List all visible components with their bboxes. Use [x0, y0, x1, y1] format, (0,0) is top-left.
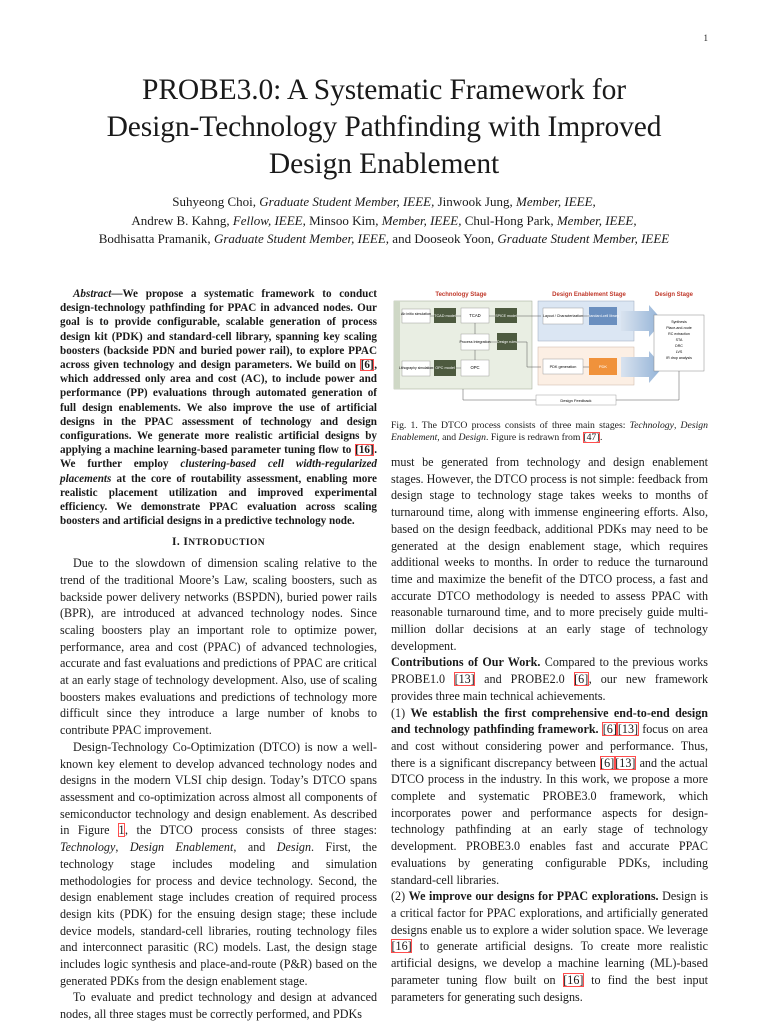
- abstract-text: . We further employ: [60, 444, 377, 471]
- caption-emphasis: Technology: [629, 420, 674, 431]
- figure-caption: [391, 420, 708, 444]
- label-tcad: TCAD: [469, 313, 481, 318]
- caption-text: , and: [437, 432, 459, 443]
- caption-emphasis: Design: [458, 432, 486, 443]
- intro-paragraph-3: To evaluate and predict technology and design at advanced nodes, all three stages must be correctly performed, and PDKs: [60, 990, 377, 1022]
- label-tcad-model: TCAD model: [434, 314, 456, 318]
- stage-label-enablement: Design Enablement Stage: [552, 292, 626, 298]
- author-line-1: [40, 193, 728, 212]
- citation-link[interactable]: [6]: [600, 755, 615, 770]
- author-name: Suhyeong Choi,: [172, 194, 260, 209]
- paragraph-text: Compared to the previous works PROBE1.0: [391, 655, 708, 687]
- caption-emphasis: Design Enablement: [391, 420, 708, 443]
- stage-name: Technology: [60, 840, 116, 855]
- author-affiliation: Fellow, IEEE,: [232, 212, 306, 228]
- paragraph-text: and the actual DTCO process in the industry. In this work, we propose a more complete and systematic PROBE3.0 framework, which incorporates power and performance aspects for design-technology pathfinding at an early stage of technology development. PROBE3.0 enables fast and accurate PPAC evaluations by generating configurable PDKs, including standard-cell libraries.: [391, 755, 708, 887]
- section-title-rest: NTRODUCTION: [188, 538, 266, 549]
- citation-link[interactable]: [13]: [617, 722, 639, 737]
- title-block: [40, 72, 728, 249]
- caption-text: .: [600, 432, 603, 443]
- author-line-3: [40, 230, 728, 249]
- paper-title: [40, 72, 728, 183]
- author-affiliation: Graduate Student Member, IEEE,: [213, 231, 390, 246]
- author-name: and Dooseok Yoon,: [389, 231, 498, 246]
- title-line-3: Design Enablement: [268, 148, 500, 180]
- abstract: [60, 287, 377, 528]
- citation-link[interactable]: [16]: [563, 972, 584, 987]
- abstract-text: , which addressed only area and cost (AC), to include power and performance (PP) evaluations through automated generation of full design enablements. We also improve the use of artificial designs in the PPAC assessment of technology and design configurations. We generate more realistic artificial designs by applying a machine learning-based parameter tuning flow to: [60, 359, 377, 457]
- author-name: Jinwook Jung,: [434, 194, 516, 209]
- label-spice-model: SPICE model: [495, 314, 517, 318]
- author-line-2: [40, 212, 728, 231]
- author-affiliation: Member, IEEE,: [516, 194, 596, 209]
- paragraph-text: , our new framework provides three main technical achievements.: [391, 672, 708, 703]
- technology-panel-edge: [394, 301, 400, 389]
- contribution-item-1: [391, 705, 708, 889]
- label-layout: Layout / Characterization: [543, 314, 583, 318]
- design-item: STA: [675, 338, 683, 342]
- author-list: [40, 193, 728, 249]
- label-std-cell: Standard-cell library: [587, 314, 619, 318]
- design-item: DRC: [675, 344, 683, 348]
- label-design-rules: Design rules: [497, 340, 517, 344]
- item-number: (1): [391, 705, 411, 720]
- right-column: [391, 287, 708, 1005]
- paragraph-text: , the DTCO process consists of three stages:: [125, 823, 377, 838]
- dtco-diagram: [391, 287, 708, 409]
- figure-reference-link[interactable]: 1: [118, 823, 125, 838]
- item-number: (2): [391, 889, 409, 904]
- caption-text: Fig. 1. The DTCO process consists of three main stages:: [391, 420, 630, 431]
- author-affiliation: Member, IEEE,: [381, 212, 462, 228]
- author-affiliation: Graduate Student Member, IEEE: [497, 231, 670, 246]
- intro-paragraph-1: Due to the slowdown of dimension scaling relative to the trend of the traditional Moore’s Law, scaling boosters, such as backside power delivery networks (BSPDN), buried power rails (BPR), are introduced at advanced technology nodes. Since scaling boosters play an important role to optimize power, performance, area and cost (PPAC) of advanced technologies, accurate and fast evaluations and predictions of PPAC are critical at an early stage of technology development. Also, use of scaling boosters makes evaluations and predictions of technology more difficult since they introduce a large number of knobs to contribute PPAC improvement.: [60, 556, 377, 738]
- design-item: IR drop analysis: [666, 356, 692, 360]
- label-opc-model: OPC model: [435, 366, 455, 370]
- design-item: Place-and-route: [666, 326, 692, 330]
- citation-link[interactable]: [6]: [574, 672, 589, 687]
- author-affiliation: Graduate Student Member, IEEE,: [259, 194, 435, 209]
- label-litho: Lithography simulation: [399, 366, 433, 370]
- author-affiliation: Member, IEEE,: [556, 212, 637, 228]
- paragraph-text: and PROBE2.0: [475, 672, 574, 687]
- contributions-paragraph: [391, 654, 708, 704]
- paragraph-text: Design-Technology Co-Optimization (DTCO) is now a well-known key element to develop advanced technology nodes and designs in the modern VLSI chip design. Today’s DTCO spans assessment and co-optimization across almost all components of semiconductor technology and design enablement. As described in Figure: [60, 739, 377, 838]
- author-name: Andrew B. Kahng,: [131, 212, 233, 228]
- right-paragraph-1: must be generated from technology and design enablement stages. However, the DTCO process is not simple: feedback from design stage to technology stage takes weeks to months of turnaround time, along with immense engineering efforts. Also, based on the design feedback, additional PDKs may need to be generated at the design enablement stage, which requires additional weeks to months. In order to reduce the turnaround time and maximize the benefit of the DTCO process, a fast and accurate DTCO methodology is needed to assess PPAC with reasonable turnaround time, and to more precisely guide multi-million dollar decisions at an early stage of technology development.: [391, 455, 708, 653]
- label-feedback: Design Feedback: [560, 398, 592, 403]
- paragraph-text: to find the best input parameters for generating such designs.: [391, 972, 708, 1004]
- contribution-item-2: [391, 888, 708, 1005]
- paragraph-text: Design is a critical factor for PPAC explorations, and artificially generated designs enable us to explore a wider solution space. We leverage: [391, 889, 709, 937]
- label-opc: OPC: [470, 365, 480, 370]
- label-process-integration: Process Integration: [459, 340, 491, 344]
- stage-name: Design Enablement: [129, 840, 234, 855]
- page-number: 1: [703, 33, 708, 43]
- abstract-text: at the core of routability assessment, enabling more realistic placement utilization and improved experimental efficiency. We demonstrate PPAC evaluation across scaling boosters and artificial designs in a predictive technology node.: [60, 472, 377, 528]
- label-ab-initio: Ab initio simulation: [401, 312, 431, 316]
- paragraph-text: ,: [115, 840, 130, 855]
- stage-label-design: Design Stage: [654, 292, 694, 298]
- citation-link[interactable]: [6]: [360, 359, 374, 372]
- label-pdk: PDK: [598, 364, 608, 369]
- design-item: Synthesis: [671, 320, 687, 324]
- abstract-emphasis: clustering-based cell width-regularized placements: [60, 458, 377, 485]
- citation-link[interactable]: [16]: [355, 444, 374, 457]
- author-name: Minsoo Kim,: [305, 212, 382, 228]
- abstract-text: —We propose a systematic framework to conduct design-technology pathfinding for PPAC in advanced nodes. Our goal is to provide configurable, scalable generation of process design kit (PDK) and standard-cell library, spanning key scaling boosters (backside PDN and buried power rail), to explore PPAC across given technology and design parameters. We build on: [60, 288, 377, 372]
- citation-link[interactable]: [47]: [583, 432, 600, 443]
- paragraph-text: to generate artificial designs. To create more realistic artificial designs, we develop a machine learning (ML)-based parameter tuning flow built on: [391, 939, 708, 987]
- intro-paragraph-2: [60, 739, 377, 990]
- section-heading-introduction: [60, 534, 377, 552]
- paragraph-text: . First, the technology stage includes modeling and simulation methodologies for process and device technology. Second, the design enablement stage includes creation of required process design kits (PDK) for the ensuing design stage; these include device models, standard-cell libraries, routing technology files and interconnect parasitic (RC) models. Last, the design stage includes logic synthesis and place-and-route (P&R) based on the generated PDKs from the design enablement stage.: [60, 840, 377, 988]
- item-heading: We improve our designs for PPAC explorations.: [408, 889, 659, 904]
- design-item: RC extraction: [668, 332, 690, 336]
- label-pdk-gen: PDK generation: [549, 365, 577, 369]
- stage-label-technology: Technology Stage: [435, 292, 487, 298]
- citation-link[interactable]: [6]: [602, 722, 617, 737]
- paragraph-text: focus on area and cost without considering power and performance. Thus, there is a significant discrepancy between: [391, 722, 708, 770]
- citation-link[interactable]: [13]: [454, 672, 475, 687]
- item-heading: We establish the first comprehensive end-to-end design and technology pathfinding framework.: [391, 705, 709, 737]
- dtco-figure: [391, 287, 708, 409]
- stage-name: Design: [276, 840, 312, 855]
- author-name: Chul-Hong Park,: [461, 212, 557, 228]
- section-number: I.: [171, 536, 184, 549]
- citation-link[interactable]: [16]: [391, 939, 412, 954]
- contributions-heading: Contributions of Our Work.: [391, 655, 541, 670]
- section-title-initial: I: [183, 536, 189, 549]
- caption-text: . Figure is redrawn from: [486, 432, 583, 443]
- author-name: Bodhisatta Pramanik,: [98, 231, 214, 246]
- left-column: [60, 287, 377, 1023]
- title-line-2: Design-Technology Pathfinding with Improved: [106, 111, 662, 143]
- citation-link[interactable]: [13]: [615, 755, 636, 770]
- caption-text: ,: [673, 420, 681, 431]
- abstract-label: Abstract: [73, 288, 112, 300]
- design-item: LVS: [675, 350, 683, 354]
- paragraph-text: , and: [233, 840, 277, 855]
- title-line-1: PROBE3.0: A Systematic Framework for: [142, 74, 626, 106]
